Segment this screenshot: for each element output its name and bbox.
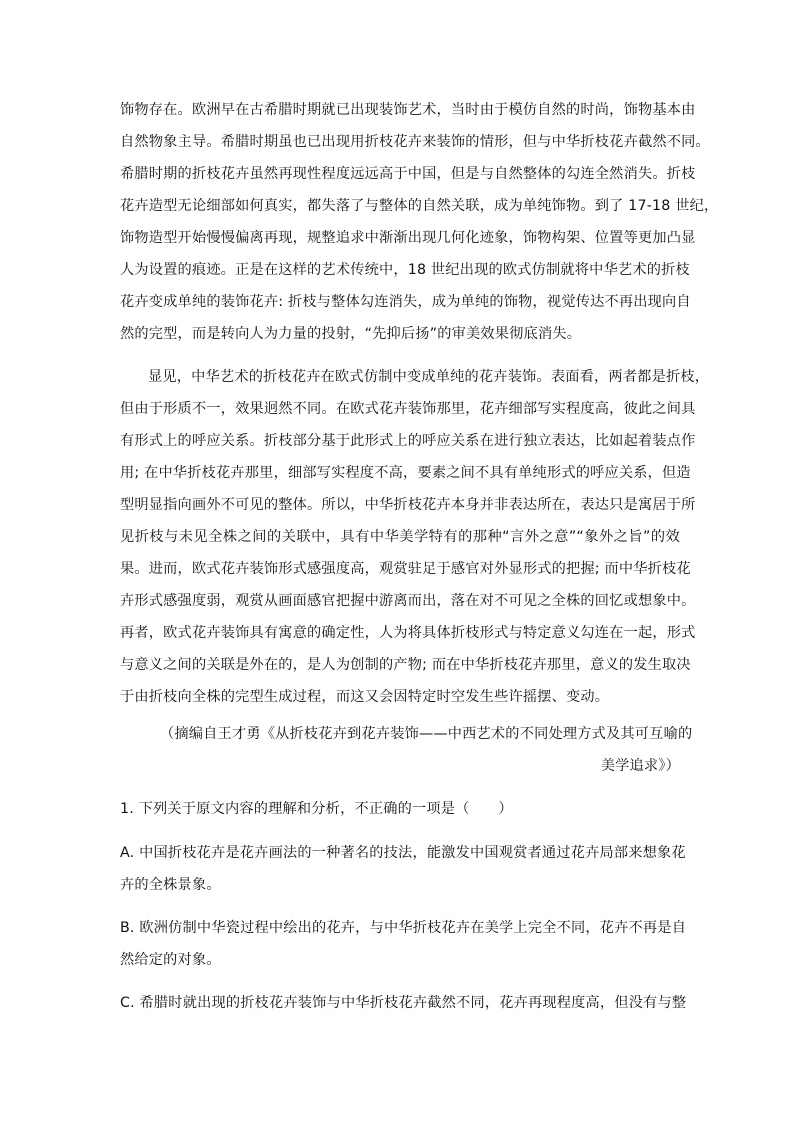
text-line: 花卉变成单纯的装饰花卉: 折枝与整体勾连消失，成为单纯的饰物，视觉传达不再出现向自 bbox=[120, 294, 691, 310]
text-line: 卉形式感强度弱，观赏从画面感官把握中游离而出，落在对不可见之全株的回忆或想象中。 bbox=[120, 593, 696, 609]
text-line: 自然物象主导。希腊时期虽也已出现用折枝花卉来装饰的情形，但与中华折枝花卉截然不同。 bbox=[120, 134, 710, 150]
text-line: 用; 在中华折枝花卉那里，细部写实程度不高，要素之间不具有单纯形式的呼应关系，但造 bbox=[120, 465, 691, 481]
option-line: A. 中国折枝花卉是花卉画法的一种著名的技法，能激发中国观赏者通过花卉局部来想象花 bbox=[120, 845, 686, 861]
text-line: 饰物造型开始慢慢偏离再现，规整追求中渐渐出现几何化迹象，饰物构架、位置等更加凸显 bbox=[120, 230, 696, 246]
citation-line: 美学追求》） bbox=[600, 758, 680, 774]
text-line: 有形式上的呼应关系。折枝部分基于此形式上的呼应关系在进行独立表达，比如起着装点作 bbox=[120, 433, 696, 449]
text-line: 花卉造型无论细部如何真实，都失落了与整体的自然关联，成为单纯饰物。到了 17-18 世纪， bbox=[120, 198, 719, 214]
citation-line: （摘编自王才勇《从折枝花卉到花卉装饰——中西艺术的不同处理方式及其可互喻的 bbox=[160, 726, 693, 742]
text-line: 然的完型，而是转向人为力量的投射，“先抑后扬”的审美效果彻底消失。 bbox=[120, 326, 582, 342]
text-line: 于由折枝向全株的完型生成过程，而这又会因特定时空发生些许摇摆、变动。 bbox=[120, 689, 610, 705]
question-stem: 1. 下列关于原文内容的理解和分析，不正确的一项是（ ） bbox=[120, 801, 513, 817]
text-line: 希腊时期的折枝花卉虽然再现性程度远远高于中国，但是与自然整体的勾连全然消失。折枝 bbox=[120, 166, 696, 182]
option-line: 然给定的对象。 bbox=[120, 952, 221, 968]
text-line: 型明显指向画外不可见的整体。所以，中华折枝花卉本身并非表达所在，表达只是寓居于所 bbox=[120, 497, 696, 513]
option-line: 卉的全株景象。 bbox=[120, 877, 221, 893]
text-line: 见折枝与未见全株之间的关联中，具有中华美学特有的那种“言外之意”“象外之旨”的效 bbox=[120, 529, 680, 545]
text-line: 人为设置的痕迹。正是在这样的艺术传统中，18 世纪出现的欧式仿制就将中华艺术的折枝 bbox=[120, 262, 690, 278]
text-line: 显见，中华艺术的折枝花卉在欧式仿制中变成单纯的花卉装饰。表面看，两者都是折枝， bbox=[148, 369, 710, 385]
text-line: 与意义之间的关联是外在的，是人为创制的产物; 而在中华折枝花卉那里，意义的发生取决 bbox=[120, 657, 691, 673]
text-line: 再者，欧式花卉装饰具有寓意的确定性，人为将具体折枝形式与特定意义勾连在一起，形式 bbox=[120, 625, 696, 641]
option-line: B. 欧洲仿制中华瓷过程中绘出的花卉，与中华折枝花卉在美学上完全不同，花卉不再是自 bbox=[120, 920, 687, 936]
text-line: 果。进而，欧式花卉装饰形式感强度高，观赏驻足于感官对外显形式的把握; 而中华折枝花 bbox=[120, 561, 691, 577]
option-line: C. 希腊时就出现的折枝花卉装饰与中华折枝花卉截然不同，花卉再现程度高，但没有与整 bbox=[120, 995, 687, 1011]
text-line: 饰物存在。欧洲早在古希腊时期就已出现装饰艺术，当时由于模仿自然的时尚，饰物基本由 bbox=[120, 102, 696, 118]
text-line: 但由于形质不一，效果迥然不同。在欧式花卉装饰那里，花卉细部写实程度高，彼此之间具 bbox=[120, 401, 696, 417]
